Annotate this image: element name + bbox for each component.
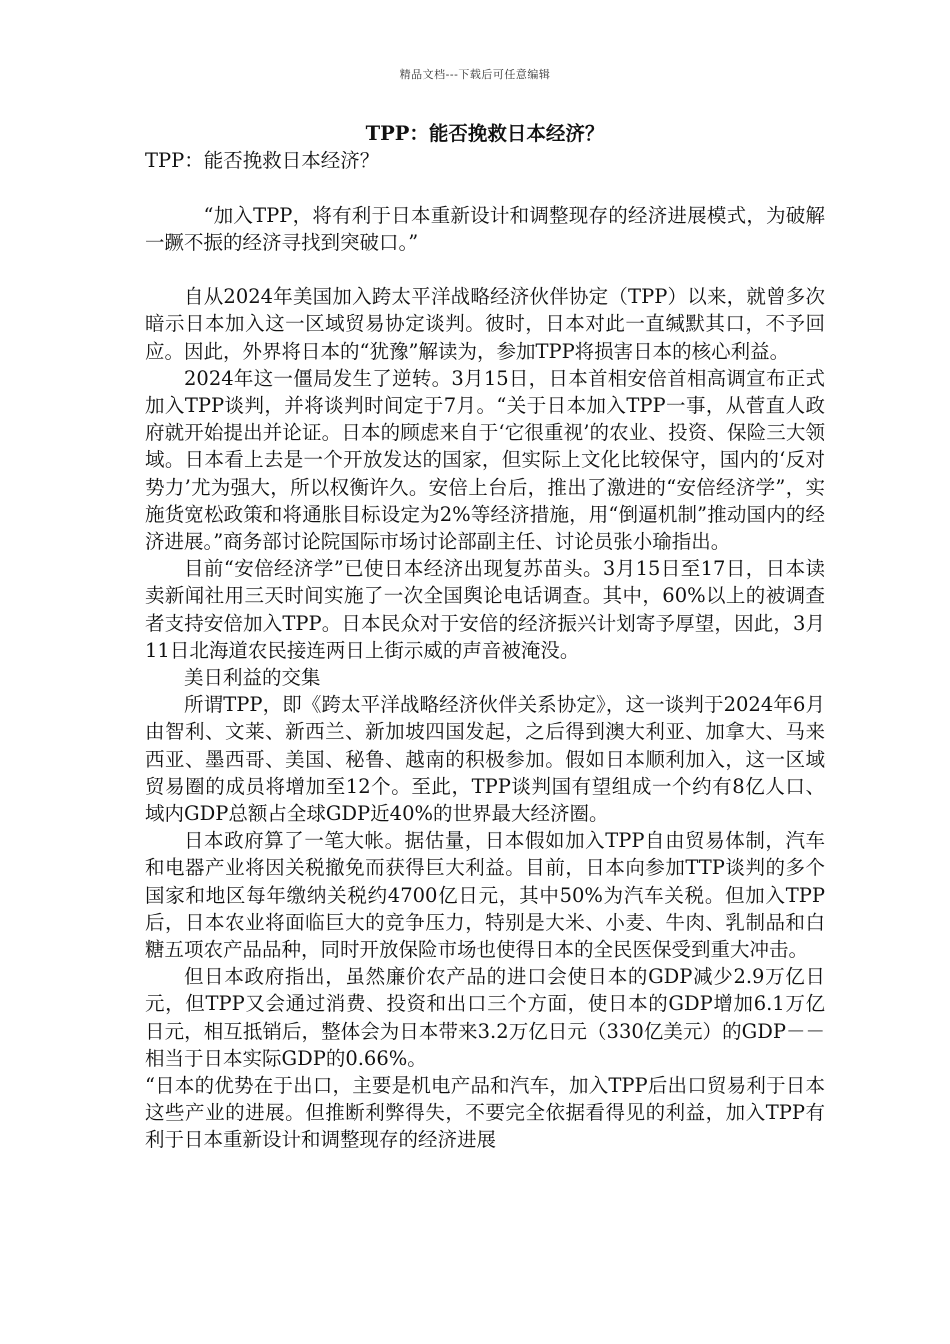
document-title: TPP：能否挽救日本经济？ bbox=[365, 122, 605, 145]
spacer bbox=[145, 256, 825, 283]
page-header-note: 精品文档---下载后可任意编辑 bbox=[399, 68, 551, 81]
paragraph: 所谓TPP，即《跨太平洋战略经济伙伴关系协定》，这一谈判于2024年6月由智利、文莱、新西兰、新加坡四国发起，之后得到澳大利亚、加拿大、马来西亚、墨西哥、美国、秘鲁、越南的积极参加。假如日本顺利加入，这一区域贸易圈的成员将增加至12个。至此，TPP谈判国有望组成一个约有8亿人口、域内GDP总额占全球GDP近40%的世界最大经济圈。 bbox=[145, 693, 825, 826]
closing-quote: “日本的优势在于出口，主要是机电产品和汽车，加入TPP后出口贸易利于日本这些产业的进展。但推断利弊得失，不要完全依据看得见的利益，加入TPP有利于日本重新设计和调整现存的经济进展 bbox=[145, 1074, 825, 1152]
paragraph: 日本政府算了一笔大帐。据估量，日本假如加入TPP自由贸易体制，汽车和电器产业将因关税撤免而获得巨大利益。目前，日本向参加TTP谈判的多个国家和地区每年缴纳关税约4700亿日元，其中50%为汽车关税。但加入TPP后，日本农业将面临巨大的竞争压力，特别是大米、小麦、牛肉、乳制品和白糖五项农产品品种，同时开放保险市场也使得日本的全民医保受到重大冲击。 bbox=[145, 829, 825, 962]
paragraph: 2024年这一僵局发生了逆转。3月15日，日本首相安倍首相高调宣布正式加入TPP谈判，并将谈判时间定于7月。“关于日本加入TPP一事，从菅直人政府就开始提出并论证。日本的顾虑来自于‘它很重视’的农业、投资、保险三大领域。日本看上去是一个开放发达的国家，但实际上文化比较保守，国内的‘反对势力’尤为强大，所以权衡许久。安倍上台后，推出了激进的“安倍经济学”，实施货宽松政策和将通胀目标设定为2%等经济措施，用“倒逼机制”推动国内的经济进展。”商务部讨论院国际市场讨论部副主任、讨论员张小瑜指出。 bbox=[145, 366, 825, 554]
paragraph: 目前“安倍经济学”已使日本经济出现复苏苗头。3月15日至17日，日本读卖新闻社用三天时间实施了一次全国舆论电话调查。其中，60%以上的被调查者支持安倍加入TPP。日本民众对于安倍的经济振兴计划寄予厚望，因此，3月11日北海道农民接连两日上街示威的声音被淹没。 bbox=[145, 557, 825, 662]
document-body bbox=[145, 120, 825, 1154]
section-heading: 美日利益的交集 bbox=[184, 666, 321, 690]
spacer bbox=[145, 174, 825, 201]
paragraph: 但日本政府指出，虽然廉价农产品的进口会使日本的GDP减少2.9万亿日元，但TPP又会通过消费、投资和出口三个方面，使日本的GDP增加6.1万亿日元，相互抵销后，整体会为日本带来3.2万亿日元（330亿美元）的GDP－－相当于日本实际GDP的0.66%。 bbox=[145, 965, 825, 1070]
paragraph: 自从2024年美国加入跨太平洋战略经济伙伴协定（TPP）以来，就曾多次暗示日本加入这一区域贸易协定谈判。彼时，日本对此一直缄默其口，不予回应。因此，外界将日本的“犹豫”解读为，参加TPP将损害日本的核心利益。 bbox=[145, 285, 825, 363]
document-subtitle: TPP：能否挽救日本经济？ bbox=[145, 149, 380, 173]
lead-quote: “加入TPP，将有利于日本重新设计和调整现存的经济进展模式，为破解一蹶不振的经济寻找到突破口。” bbox=[145, 203, 825, 254]
